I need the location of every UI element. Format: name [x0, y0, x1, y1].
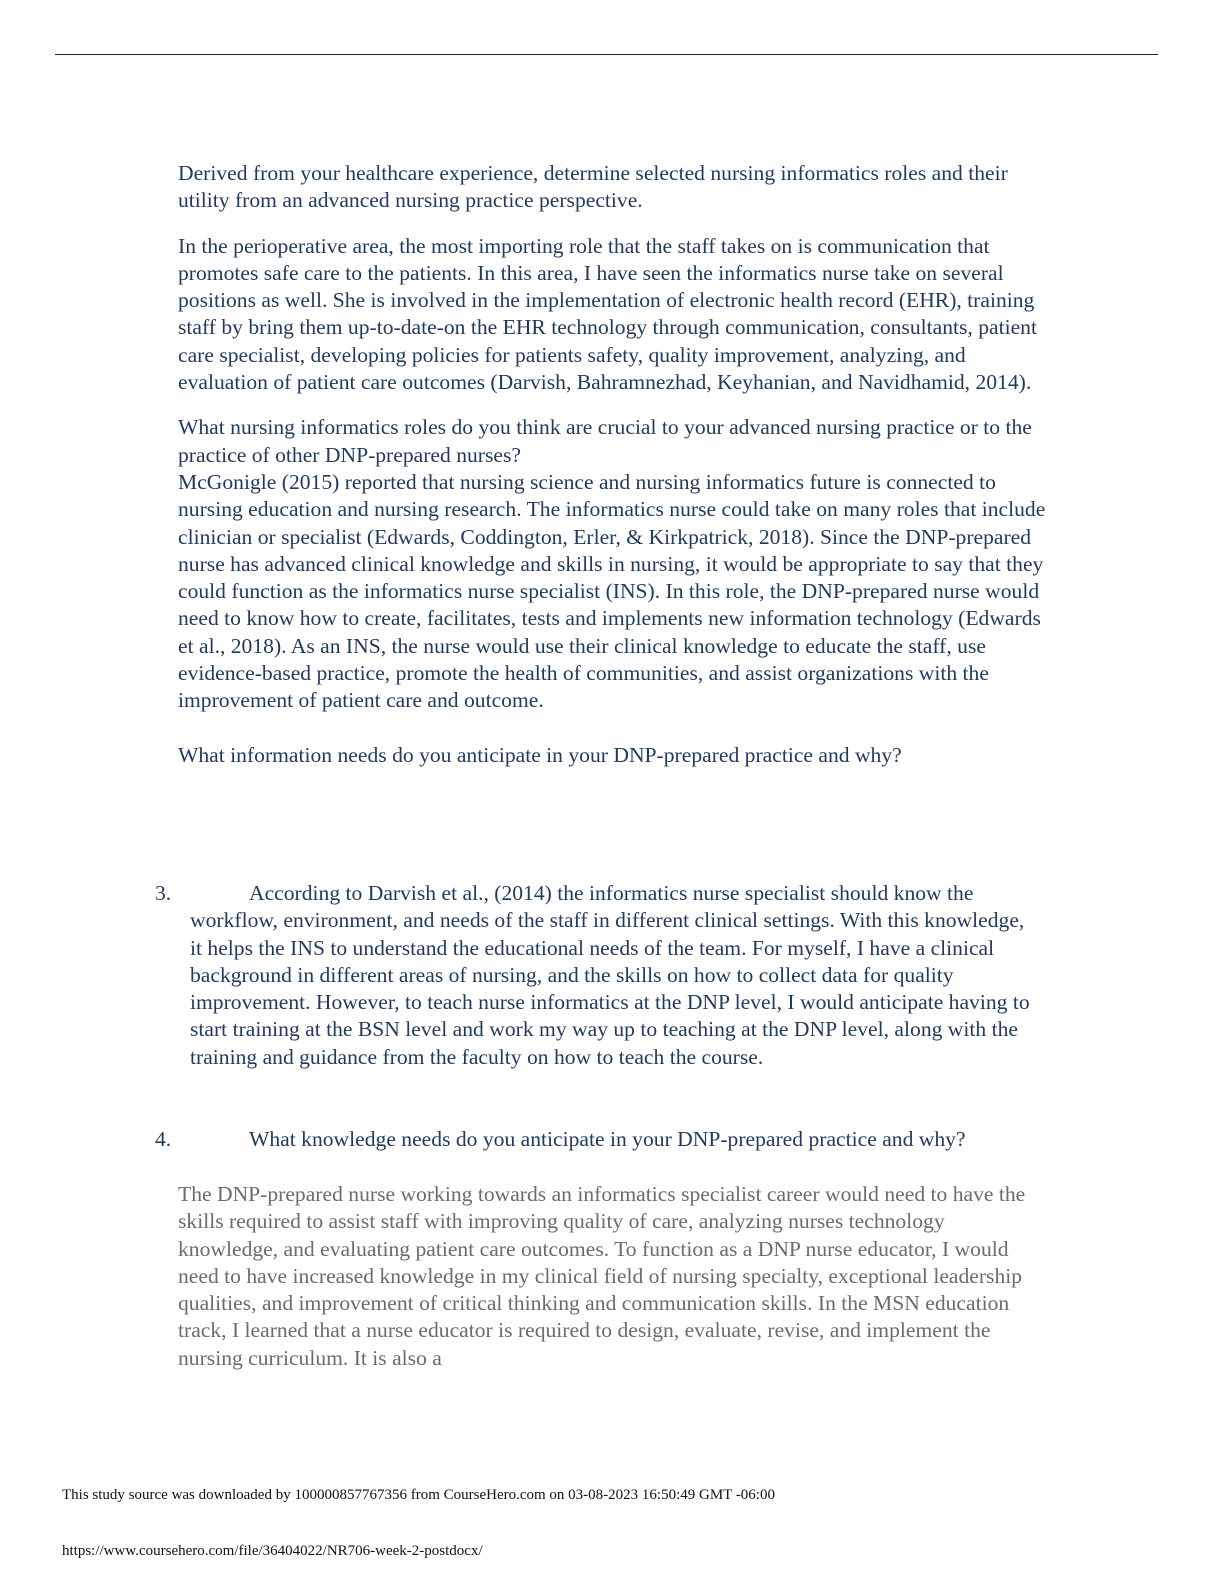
answer-2: McGonigle (2015) reported that nursing science and nursing informatics future is connected to nursing education and nursing research. The informatics nurse could take on many roles that include clinician or specialist (Edwards, Coddington, Erler, & Kirkpatrick, 2018). Since the DNP-prepared nurse has advanced clinical knowledge and skills in nursing, it would be appropriate to say that they could function as the informatics nurse specialist (INS). In this role, the DNP-prepared nurse would need to know how to create, facilitates, tests and implements new information technology (Edwards et al., 2018). As an INS, the nurse would use their clinical knowledge to educate the staff, use evidence-based practice, promote the health of communities, and assist organizations with the improvement of patient care and outcome.	[178, 469, 1046, 713]
document-body	[178, 160, 1048, 769]
header-rule	[55, 54, 1158, 55]
item-number: 4.	[155, 1127, 172, 1151]
item-number: 3.	[155, 881, 172, 905]
answer-4: The DNP-prepared nurse working towards an informatics specialist career would need to have the skills required to assist staff with improving quality of care, analyzing nurses technology knowledge, and evaluating patient care outcomes. To function as a DNP nurse educator, I would need to have increased knowledge in my clinical field of nursing specialty, exceptional leadership qualities, and improvement of critical thinking and communication skills. In the MSN education track, I learned that a nurse educator is required to design, evaluate, revise, and implement the nursing curriculum. It is also a	[178, 1182, 1026, 1370]
blank-line	[178, 715, 1048, 742]
question-3: What information needs do you anticipate in your DNP-prepared practice and why?	[178, 742, 902, 767]
item-3-text: According to Darvish et al., (2014) the informatics nurse specialist should know the workflow, environment, and needs of the staff in different clinical settings. With this knowledge, it helps the INS to understand the educational needs of the team. For myself, I have a clinical background in different areas of nursing, and the skills on how to collect data for quality improvement. However, to teach nurse informatics at the DNP level, I would anticipate having to start training at the BSN level and work my way up to teaching at the DNP level, along with the training and guidance from the faculty on how to teach the course.	[190, 881, 1030, 1069]
question-2: What nursing informatics roles do you think are crucial to your advanced nursing practice or to the practice of other DNP-prepared nurses?	[178, 415, 1032, 467]
item-4-text: What knowledge needs do you anticipate in your DNP-prepared practice and why?	[249, 1127, 966, 1151]
numbered-item-3	[155, 880, 1035, 1071]
answer-1: In the perioperative area, the most importing role that the staff takes on is communication that promotes safe care to the patients. In this area, I have seen the informatics nurse take on several positions as well. She is involved in the implementation of electronic health record (EHR), training staff by bring them up-to-date-on the EHR technology through communication, consultants, patient care specialist, developing policies for patients safety, quality improvement, analyzing, and evaluation of patient care outcomes (Darvish, Bahramnezhad, Keyhanian, and Navidhamid, 2014).	[178, 233, 1037, 395]
answer-4-block	[178, 1181, 1048, 1372]
numbered-item-4	[155, 1126, 1035, 1153]
footer-source-note: This study source was downloaded by 100000857767356 from CourseHero.com on 03-08-2023 16:50:49 GMT -06:00	[62, 1487, 775, 1503]
footer-url[interactable]: https://www.coursehero.com/file/36404022/NR706-week-2-postdocx/	[62, 1543, 483, 1559]
question-1: Derived from your healthcare experience, determine selected nursing informatics roles and their utility from an advanced nursing practice perspective.	[178, 161, 1008, 213]
